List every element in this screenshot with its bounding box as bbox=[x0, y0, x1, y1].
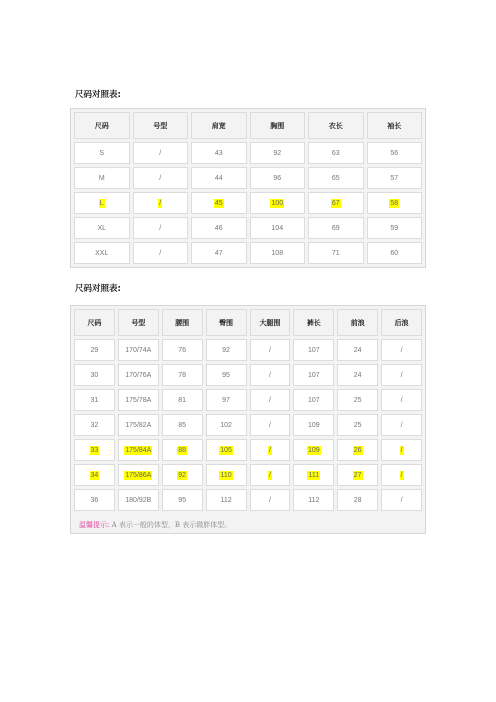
table-cell bbox=[118, 464, 159, 486]
cell-value: 96 bbox=[273, 174, 282, 182]
table-cell bbox=[133, 242, 189, 264]
cell-value: 69 bbox=[331, 224, 340, 232]
table-cell bbox=[118, 414, 159, 436]
cell-value: / bbox=[400, 421, 403, 429]
table-cell bbox=[381, 489, 422, 511]
table-cell bbox=[293, 339, 334, 361]
cell-value: 111 bbox=[308, 471, 320, 479]
cell-value: 25 bbox=[353, 421, 362, 429]
table-cell bbox=[250, 489, 291, 511]
cell-value: 30 bbox=[90, 371, 99, 379]
table-cell bbox=[206, 439, 247, 461]
header-cell: 尺码 bbox=[74, 309, 115, 336]
cell-value: 95 bbox=[222, 371, 230, 379]
cell-value: 97 bbox=[222, 396, 230, 404]
cell-value: 36 bbox=[90, 496, 99, 504]
header-cell: 后浪 bbox=[381, 309, 422, 336]
table-cell bbox=[337, 339, 378, 361]
table-cell bbox=[74, 339, 115, 361]
table-cell bbox=[74, 217, 130, 239]
header-cell: 号型 bbox=[133, 112, 189, 139]
cell-value: 88 bbox=[178, 446, 187, 454]
cell-value: 92 bbox=[222, 346, 230, 354]
table-row bbox=[74, 389, 422, 411]
table-cell bbox=[118, 489, 159, 511]
size-chart-title-2: 尺码对照表: bbox=[75, 284, 121, 294]
table-cell bbox=[74, 464, 115, 486]
table-cell bbox=[162, 364, 203, 386]
table-cell bbox=[337, 489, 378, 511]
cell-value: 71 bbox=[331, 249, 340, 257]
table-cell bbox=[118, 364, 159, 386]
cell-value: 78 bbox=[178, 371, 187, 379]
cell-value: 92 bbox=[178, 471, 187, 479]
cell-value: / bbox=[268, 396, 271, 404]
table-cell bbox=[206, 339, 247, 361]
table-cell bbox=[381, 389, 422, 411]
table-cell bbox=[293, 414, 334, 436]
table-row bbox=[74, 142, 422, 164]
table-cell bbox=[206, 364, 247, 386]
cell-value: 95 bbox=[178, 496, 187, 504]
cell-value: 92 bbox=[273, 149, 282, 157]
cell-value: 32 bbox=[90, 421, 99, 429]
table-row bbox=[74, 464, 422, 486]
table-cell bbox=[250, 242, 306, 264]
table-cell bbox=[74, 364, 115, 386]
table-cell bbox=[293, 389, 334, 411]
table-cell bbox=[191, 142, 247, 164]
cell-value: 58 bbox=[390, 199, 399, 207]
cell-value: 170/74A bbox=[125, 346, 152, 354]
table-cell bbox=[250, 192, 306, 214]
header-cell: 袖长 bbox=[367, 112, 423, 139]
cell-value: XL bbox=[97, 224, 107, 232]
cell-value: 107 bbox=[307, 396, 320, 404]
table-cell bbox=[162, 414, 203, 436]
cell-value: 25 bbox=[353, 396, 362, 404]
table-cell bbox=[308, 217, 364, 239]
cell-value: / bbox=[268, 421, 271, 429]
table-row bbox=[74, 192, 422, 214]
table-row bbox=[74, 167, 422, 189]
cell-value: / bbox=[400, 346, 403, 354]
cell-value: L bbox=[99, 199, 104, 207]
cell-value: 28 bbox=[353, 496, 362, 504]
cell-value: 27 bbox=[353, 471, 362, 479]
cell-value: / bbox=[268, 471, 271, 479]
cell-value: 44 bbox=[214, 174, 223, 182]
header-cell: 裤长 bbox=[293, 309, 334, 336]
table-cell bbox=[367, 167, 423, 189]
table-header-row bbox=[74, 112, 422, 139]
cell-value: 56 bbox=[390, 149, 399, 157]
cell-value: 31 bbox=[90, 396, 99, 404]
table-cell bbox=[162, 439, 203, 461]
table-cell bbox=[308, 242, 364, 264]
cell-value: 170/76A bbox=[125, 371, 152, 379]
cell-value: 180/92B bbox=[125, 496, 152, 504]
table-cell bbox=[118, 339, 159, 361]
table-row bbox=[74, 339, 422, 361]
table-cell bbox=[162, 464, 203, 486]
table-cell bbox=[206, 489, 247, 511]
header-cell: 前浪 bbox=[337, 309, 378, 336]
cell-value: / bbox=[400, 371, 403, 379]
tip-label: 温馨提示: bbox=[79, 521, 110, 529]
table-cell bbox=[162, 389, 203, 411]
cell-value: 59 bbox=[390, 224, 399, 232]
table-cell bbox=[191, 217, 247, 239]
cell-value: 105 bbox=[220, 446, 232, 454]
table-cell bbox=[293, 489, 334, 511]
table-cell bbox=[250, 464, 291, 486]
cell-value: / bbox=[268, 346, 271, 354]
table-row bbox=[74, 217, 422, 239]
table-cell bbox=[381, 364, 422, 386]
table-cell bbox=[381, 439, 422, 461]
table-cell bbox=[74, 489, 115, 511]
table-cell bbox=[133, 192, 189, 214]
table-cell bbox=[293, 364, 334, 386]
table-cell bbox=[74, 142, 130, 164]
cell-value: 175/82A bbox=[125, 421, 152, 429]
cell-value: 110 bbox=[220, 471, 232, 479]
table-cell bbox=[250, 364, 291, 386]
table-cell bbox=[133, 142, 189, 164]
table-cell bbox=[118, 439, 159, 461]
table-cell bbox=[381, 464, 422, 486]
header-cell: 衣长 bbox=[308, 112, 364, 139]
table-cell bbox=[250, 414, 291, 436]
cell-value: / bbox=[159, 224, 162, 232]
table-row bbox=[74, 439, 422, 461]
table-cell bbox=[74, 167, 130, 189]
cell-value: / bbox=[159, 199, 162, 207]
cell-value: / bbox=[268, 496, 271, 504]
table-cell bbox=[191, 242, 247, 264]
table-cell bbox=[367, 242, 423, 264]
cell-value: 65 bbox=[331, 174, 340, 182]
table-cell bbox=[250, 439, 291, 461]
table-cell bbox=[250, 142, 306, 164]
table-cell bbox=[74, 192, 130, 214]
table-row bbox=[74, 364, 422, 386]
cell-value: / bbox=[400, 396, 403, 404]
table-cell bbox=[367, 217, 423, 239]
table-cell bbox=[133, 217, 189, 239]
header-cell: 腰围 bbox=[162, 309, 203, 336]
cell-value: 76 bbox=[178, 346, 187, 354]
cell-value: 85 bbox=[178, 421, 187, 429]
cell-value: 109 bbox=[307, 446, 320, 454]
tip-text: A 表示一般的体型，B 表示微胖体型。 bbox=[111, 521, 232, 529]
cell-value: / bbox=[268, 371, 271, 379]
cell-value: 100 bbox=[271, 199, 284, 207]
size-table-1 bbox=[70, 108, 426, 268]
cell-value: / bbox=[159, 174, 162, 182]
cell-value: 45 bbox=[214, 199, 223, 207]
header-cell: 肩宽 bbox=[191, 112, 247, 139]
table-row bbox=[74, 489, 422, 511]
table-cell bbox=[162, 489, 203, 511]
header-cell: 臀围 bbox=[206, 309, 247, 336]
table-cell bbox=[308, 192, 364, 214]
cell-value: 102 bbox=[220, 421, 232, 429]
table-cell bbox=[308, 167, 364, 189]
table-cell bbox=[250, 217, 306, 239]
cell-value: / bbox=[159, 249, 162, 257]
table-cell bbox=[293, 464, 334, 486]
table-cell bbox=[206, 414, 247, 436]
table-cell bbox=[162, 339, 203, 361]
table-cell bbox=[337, 464, 378, 486]
table-cell bbox=[250, 339, 291, 361]
table-cell bbox=[337, 439, 378, 461]
cell-value: 109 bbox=[307, 421, 320, 429]
table-cell bbox=[206, 464, 247, 486]
table-header-row bbox=[74, 309, 422, 336]
cell-value: S bbox=[99, 149, 105, 157]
table-cell bbox=[250, 389, 291, 411]
table-cell bbox=[118, 389, 159, 411]
table-cell bbox=[133, 167, 189, 189]
cell-value: 46 bbox=[214, 224, 223, 232]
table-cell bbox=[337, 389, 378, 411]
cell-value: 29 bbox=[90, 346, 99, 354]
size-chart-title-1: 尺码对照表: bbox=[75, 90, 121, 100]
cell-value: 67 bbox=[331, 199, 340, 207]
cell-value: / bbox=[268, 446, 271, 454]
cell-value: 47 bbox=[214, 249, 223, 257]
cell-value: 175/84A bbox=[125, 446, 152, 454]
cell-value: 24 bbox=[353, 371, 362, 379]
cell-value: 60 bbox=[390, 249, 399, 257]
cell-value: 57 bbox=[390, 174, 399, 182]
cell-value: / bbox=[159, 149, 162, 157]
table-cell bbox=[74, 414, 115, 436]
table-cell bbox=[191, 192, 247, 214]
cell-value: 107 bbox=[307, 371, 320, 379]
cell-value: M bbox=[98, 174, 105, 182]
cell-value: 33 bbox=[90, 446, 99, 454]
cell-value: XXL bbox=[95, 249, 109, 257]
cell-value: / bbox=[400, 496, 403, 504]
cell-value: 81 bbox=[178, 396, 187, 404]
cell-value: 112 bbox=[308, 496, 320, 504]
table-cell bbox=[74, 242, 130, 264]
cell-value: 112 bbox=[220, 496, 232, 504]
cell-value: 175/86A bbox=[125, 471, 152, 479]
table-cell bbox=[250, 167, 306, 189]
header-cell: 号型 bbox=[118, 309, 159, 336]
cell-value: 104 bbox=[271, 224, 284, 232]
header-cell: 胸围 bbox=[250, 112, 306, 139]
cell-value: 43 bbox=[214, 149, 223, 157]
cell-value: / bbox=[400, 471, 403, 479]
cell-value: 24 bbox=[353, 346, 362, 354]
size-tip bbox=[71, 514, 425, 536]
table-cell bbox=[381, 414, 422, 436]
cell-value: / bbox=[400, 446, 403, 454]
table-cell bbox=[367, 192, 423, 214]
table-cell bbox=[206, 389, 247, 411]
cell-value: 175/78A bbox=[125, 396, 152, 404]
table-row bbox=[74, 242, 422, 264]
size-table-2 bbox=[70, 305, 426, 534]
cell-value: 107 bbox=[307, 346, 320, 354]
table-cell bbox=[381, 339, 422, 361]
table-cell bbox=[74, 389, 115, 411]
cell-value: 26 bbox=[353, 446, 362, 454]
cell-value: 108 bbox=[271, 249, 284, 257]
table-cell bbox=[293, 439, 334, 461]
table-cell bbox=[337, 414, 378, 436]
table-cell bbox=[74, 439, 115, 461]
table-cell bbox=[191, 167, 247, 189]
header-cell: 尺码 bbox=[74, 112, 130, 139]
table-cell bbox=[367, 142, 423, 164]
header-cell: 大腿围 bbox=[250, 309, 291, 336]
table-cell bbox=[337, 364, 378, 386]
cell-value: 34 bbox=[90, 471, 99, 479]
cell-value: 63 bbox=[331, 149, 340, 157]
table-cell bbox=[308, 142, 364, 164]
table-row bbox=[74, 414, 422, 436]
